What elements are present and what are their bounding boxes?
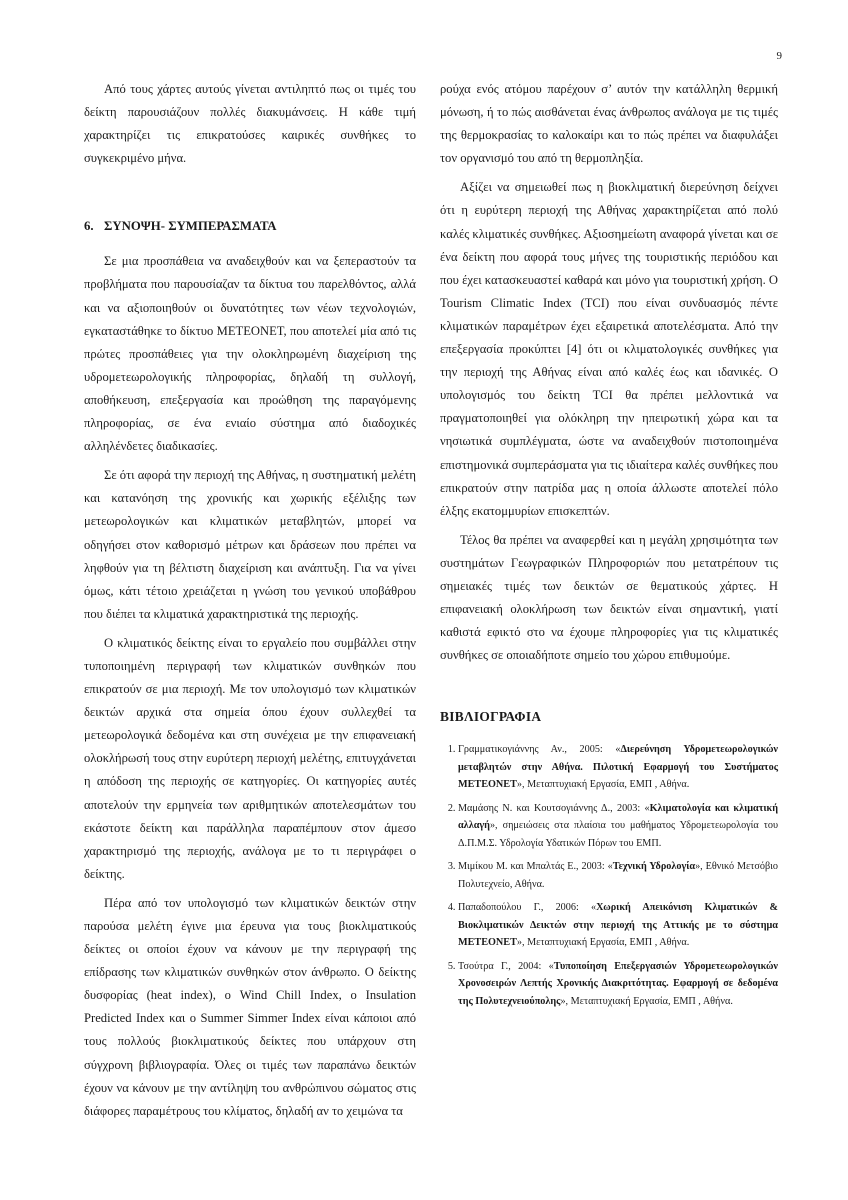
paragraph-continuation: ρούχα ενός ατόμου παρέχουν σ’ αυτόν την κατάλληλη θερμική μόνωση, ή το πώς αισθάνεται ένας άνθρωπος ανάλογα με τις τιμές της θερμοκρασίας το καλοκαίρι και το πώς πρέπει να διαφυλάξει τον οργανισμό του από τη θερμοπληξία. (440, 82, 778, 166)
section-title: ΣΥΝΟΨΗ- ΣΥΜΠΕΡΑΣΜΑΤΑ (104, 219, 277, 234)
paragraph: Σε μια προσπάθεια να αναδειχθούν και να ξεπεραστούν τα προβλήματα που παρουσίαζαν τα δίκτυα του παρελθόντος, αλλά και να αξιοποιηθούν οι δυνατότητες των νέων τεχνολογιών, εγκαταστάθηκε το δίκτυο METEONET, που αποτελεί μία από τις πρώτες προσπάθειες για την ολοκληρωμένη διαχείριση της υδρομετεωρολογικής πληροφορίας, δηλαδή τη συλλογή, αποθήκευση, επεξεργασία και προώθηση της παραγόμενης πληροφορίας, σε ένα ενιαίο σύστημα από διαδοχικές αλληλένδετες διαδικασίες. (84, 254, 416, 454)
reference-item: 4. Παπαδοπούλου Γ., 2006: «Χωρική Απεικόνιση Κλιματικών & Βιοκλιματικών Δεικτών στην περιοχή της Αττικής με το σύστημα METEONET», Μεταπτυχιακή Εργασία, ΕΜΠ , Αθήνα. (458, 899, 778, 952)
references-list (440, 741, 778, 1010)
paragraph: Σε ότι αφορά την περιοχή της Αθήνας, η συστηματική μελέτη και κατανόηση της χρονικής και χωρικής εξέλιξης των μετεωρολογικών και κλιματικών μεταβλητών, μπορεί να οδηγήσει στον καθορισμό μέτρων και δράσεων που πρέπει να ληφθούν για τη βέλτιστη διαχείριση και ανάπτυξη. Για να γίνει όμως, κάτι τέτοιο χρειάζεται η γνώση του γενικού υποβάθρου που διέπει τα κλιματικά χαρακτηριστικά της περιοχής. (84, 468, 416, 621)
right-column (440, 78, 778, 1016)
reference-title: Κλιματολογία και κλιματική αλλαγή (458, 802, 778, 832)
reference-item: 5. Τσούτρα Γ., 2004: «Τυποποίηση Επεξεργασιών Υδρομετεωρολογικών Χρονοσειρών Λεπτής Χρονικής Διακριτότητας. Εφαρμογή σε δεδομένα της Πολυτεχνειούπολης», Μεταπτυχιακή Εργασία, ΕΜΠ , Αθήνα. (458, 958, 778, 1011)
references-heading: ΒΙΒΛΙΟΓΡΑΦΙΑ (440, 709, 542, 725)
left-column (84, 78, 416, 1123)
intro-paragraph: Από τους χάρτες αυτούς γίνεται αντιληπτό πως οι τιμές του δείκτη παρουσιάζουν πολλές διακυμάνσεις. Η κάθε τιμή χαρακτηρίζει τις επικρατούσες καιρικές συνθήκες το συγκεκριμένο μήνα. (84, 82, 416, 166)
reference-item: 3. Μιμίκου Μ. και Μπαλτάς Ε., 2003: «Τεχνική Υδρολογία», Εθνικό Μετσόβιο Πολυτεχνείο, Αθήνα. (458, 858, 778, 893)
paragraph: Πέρα από τον υπολογισμό των κλιματικών δεικτών στην παρούσα μελέτη έγινε μια έρευνα για τους βιοκλιματικούς δείκτες οι οποίοι έχουν να κάνουν με την περιγραφή της επίδρασης των κλιματικών συνθηκών στον άνθρωπο. Ο δείκτης δυσφορίας (heat index), ο Wind Chill Index, ο Insulation Predicted Index και ο Summer Simmer Index είναι κάποιοι από τους πολλούς βιοκλιματικούς δείκτες που υπάρχουν στη σύγχρονη βιβλιογραφία. Όλες οι τιμές των παραπάνω δεικτών έχουν να κάνουν με την αντίληψη του ανθρώπινου σώματος στις διάφορες παραμέτρους του κλίματος, δηλαδή αν το χειμώνα τα (84, 895, 416, 1118)
section-heading (84, 216, 416, 236)
reference-title: Διερεύνηση Υδρομετεωρολογικών μεταβλητών στην Αθήνα. Πιλοτική Εφαρμογή του Συστήματος METEONET (458, 744, 778, 791)
reference-title: Τυποποίηση Επεξεργασιών Υδρομετεωρολογικών Χρονοσειρών Λεπτής Χρονικής Διακριτότητας. Εφαρμογή σε δεδομένα της Πολυτεχνειούπολης (458, 960, 778, 1007)
paragraph: Ο κλιματικός δείκτης είναι το εργαλείο που συμβάλλει στην τυποποιημένη περιγραφή των κλιματικών συνθηκών που επικρατούν σε μια περιοχή. Με τον υπολογισμό των κλιματικών δεικτών αρχικά στα σημεία όπου έχουν συλλεχθεί τα μετεωρολογικά δεδομένα και στη συνέχεια με την επιφανειακή ολοκλήρωσή τους στην ευρύτερη περιοχή μελέτης, επιτυγχάνεται η απόδοση της περιοχής σε κατηγορίες. Οι κατηγορίες αυτές αποτελούν την ερμηνεία των αριθμητικών αποτελεσμάτων του εκάστοτε δείκτη και παράλληλα παραπέμπουν στον άμεσο χαρακτηρισμό της περιοχής, ανάλογα με το τι περιγράφει ο δείκτης. (84, 635, 416, 881)
section-number: 6. (84, 219, 94, 234)
reference-title: Χωρική Απεικόνιση Κλιματικών & Βιοκλιματικών Δεικτών στην περιοχή της Αττικής με το σύστημα METEONET (458, 902, 778, 949)
reference-title: Τεχνική Υδρολογία (612, 861, 696, 873)
reference-item: 1. Γραμματικογιάννης Αν., 2005: «Διερεύνηση Υδρομετεωρολογικών μεταβλητών στην Αθήνα. Πιλοτική Εφαρμογή του Συστήματος METEONET», Μεταπτυχιακή Εργασία, ΕΜΠ , Αθήνα. (458, 741, 778, 794)
reference-item: 2. Μαμάσης Ν. και Κουτσογιάννης Δ., 2003: «Κλιματολογία και κλιματική αλλαγή», σημειώσεις στα πλαίσια του μαθήματος Υδρομετεωρολογία του Δ.Π.Μ.Σ. Υδρολογία Υδατικών Πόρων του ΕΜΠ. (458, 800, 778, 853)
paragraph: Αξίζει να σημειωθεί πως η βιοκλιματική διερεύνηση δείχνει ότι η ευρύτερη περιοχή της Αθήνας χαρακτηρίζεται από πολύ καλές κλιματικές συνθήκες. Αξιοσημείωτη αναφορά γίνεται και σε ένα δείκτη που αφορά τους μήνες της τουριστικής περιόδου και που έχει κατασκευαστεί καθαρά και μόνο για τουριστική χρήση. Ο Tourism Climatic Index (TCI) που είναι συνδυασμός πέντε κλιματικών παραμέτρων έχει εξαιρετικά αποτελέσματα. Από την επεξεργασία προκύπτει [4] ότι οι κλιματολογικές συνθήκες για την περιοχή της Αθήνας είναι από καλές έως και ιδανικές. Ο υπολογισμός του δείκτη TCI θα πρέπει μελλοντικά να πραγματοποιηθεί για ολόκληρη την ηπειρωτική χώρα και τα νησιωτικά συμπλέγματα, ώστε να αναδειχθούν πιστοποιημένα επιστημονικά συμπεράσματα για τις ιδιαίτερα καλές συνθήκες που επικρατούν στην πατρίδα μας η οποία άλλωστε αποτελεί πόλο έλξης εκατομμυρίων επισκεπτών. (440, 180, 778, 518)
page-number: 9 (776, 50, 782, 62)
paragraph: Τέλος θα πρέπει να αναφερθεί και η μεγάλη χρησιμότητα των συστημάτων Γεωγραφικών Πληροφοριών που μετατρέπουν τις σημειακές τιμές των δεικτών σε θεματικούς χάρτες. Η επιφανειακή ολοκλήρωση των δεικτών είναι σημαντική, γιατί καθιστά εφικτό στο να έχουμε πληροφορίες για τις κλιματικές συνθήκες σε οποιαδήποτε σημείο του χώρου επιθυμούμε. (440, 532, 778, 663)
